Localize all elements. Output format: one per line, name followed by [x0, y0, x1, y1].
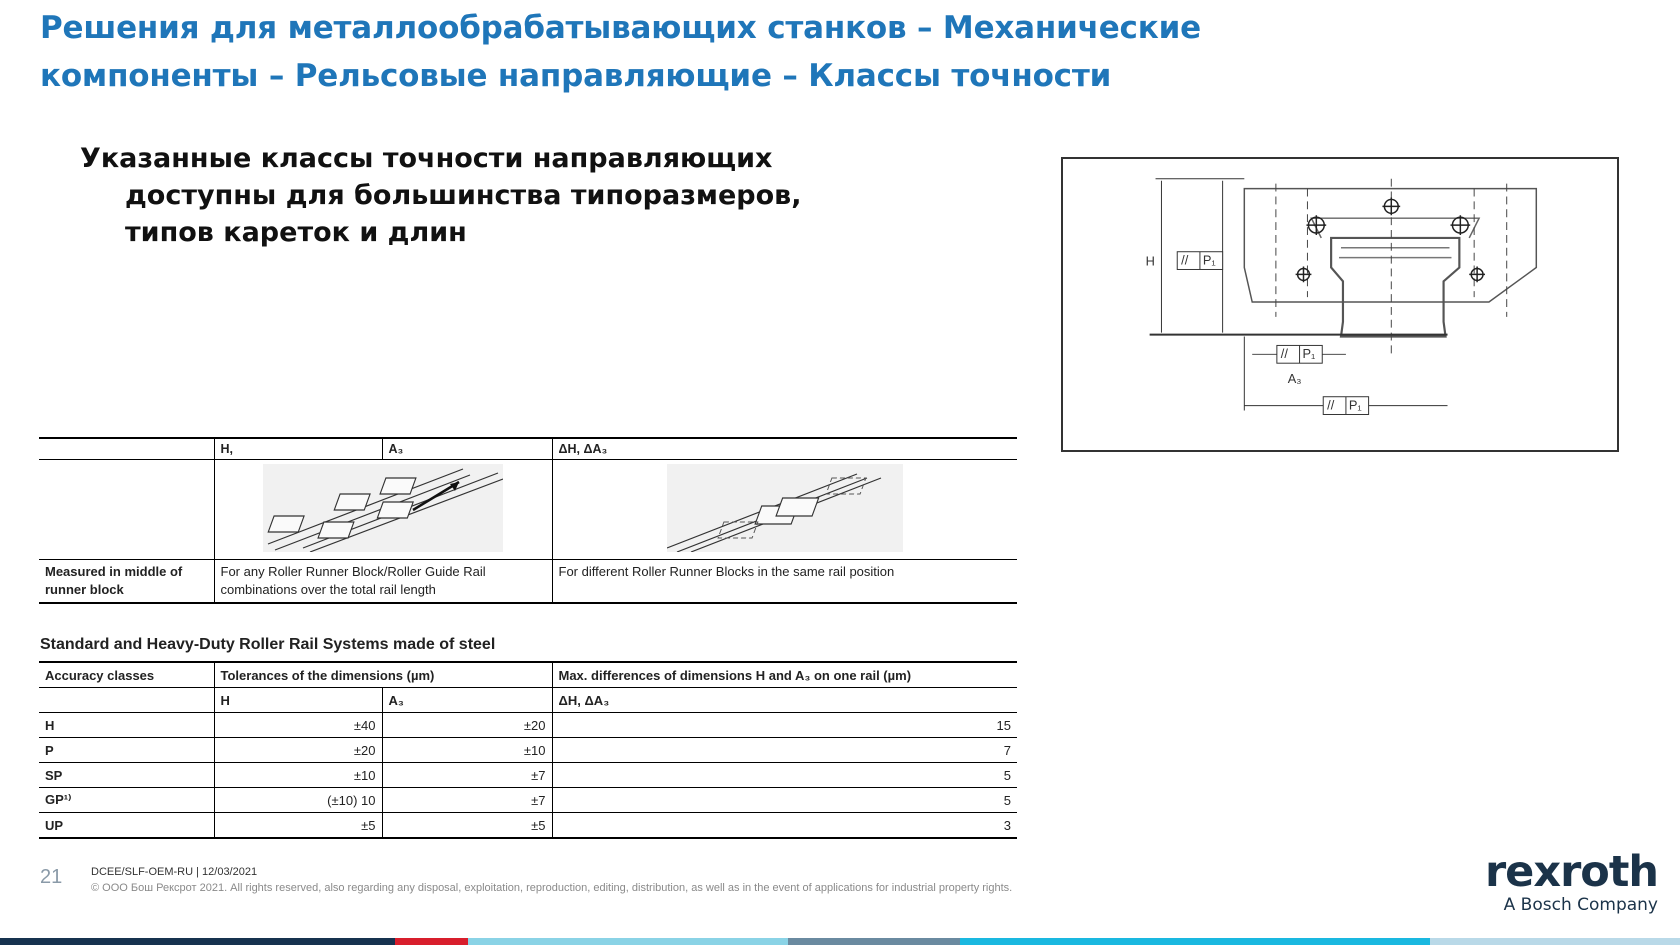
stripe-segment-gray-blue — [788, 938, 960, 945]
stripe-segment-pale — [1430, 938, 1680, 945]
delta-cell: 15 — [552, 713, 1017, 738]
a3-tolerance-cell: ±7 — [382, 788, 552, 813]
guide-rail-profile — [1331, 238, 1459, 337]
measurement-table — [39, 437, 1017, 604]
delta-cell: 7 — [552, 738, 1017, 763]
a3-tolerance-cell: ±5 — [382, 813, 552, 839]
a3-column-header: A₃ — [382, 688, 552, 713]
delta-cell: 3 — [552, 813, 1017, 839]
page-title-line1: Решения для металлообрабатывающих станков – Механические — [40, 10, 1201, 46]
rail-cross-section-diagram — [1061, 157, 1619, 452]
measurement-header-a3: A₃ — [382, 438, 552, 460]
h-label: H — [1145, 253, 1155, 269]
h-tolerance-cell: ±40 — [214, 713, 382, 738]
measurement-header-delta: ΔH, ΔA₃ — [552, 438, 1017, 460]
measurement-desc-row — [39, 560, 1017, 604]
a3-tolerance-cell: ±7 — [382, 763, 552, 788]
illustration-empty-cell — [39, 460, 214, 560]
stripe-segment-navy — [0, 938, 395, 945]
same-position-illustration — [552, 460, 1017, 560]
measurement-illustration-row — [39, 460, 1017, 560]
stripe-segment-red — [395, 938, 468, 945]
tolerance-header-row-2 — [39, 688, 1017, 713]
accuracy-class-cell: P — [39, 738, 214, 763]
measurement-header-empty — [39, 438, 214, 460]
intro-text: Указанные классы точности направляющих доступны для большинства типоразмеров, типов кареток и длин — [80, 143, 802, 248]
tolerance-table-caption: Standard and Heavy-Duty Roller Rail Systems made of steel — [40, 636, 496, 653]
table-row — [39, 788, 1017, 813]
parallel-symbol-a3: // — [1280, 346, 1288, 362]
accuracy-class-cell: SP — [39, 763, 214, 788]
rexroth-logo — [1478, 847, 1658, 916]
tolerance-table — [39, 661, 1017, 839]
a3-label: A₃ — [1287, 370, 1302, 386]
table-row — [39, 738, 1017, 763]
parallel-symbol-width: // — [1327, 397, 1335, 413]
stripe-segment-cyan — [960, 938, 1430, 945]
h-column-header: H — [214, 688, 382, 713]
page-title — [40, 4, 1240, 100]
rail-groove-lines — [1339, 248, 1451, 258]
two-rails-drawing — [263, 464, 503, 552]
same-position-desc: For different Roller Runner Blocks in the same rail position — [552, 560, 1017, 604]
p1-label-a3: P₁ — [1302, 346, 1316, 362]
a3-tolerance-cell: ±20 — [382, 713, 552, 738]
p1-label-width: P₁ — [1348, 397, 1362, 413]
delta-cell: 5 — [552, 788, 1017, 813]
table-row — [39, 813, 1017, 839]
page-title-line2: компоненты – Рельсовые направляющие – Классы точности — [40, 58, 1112, 94]
document-code: DCEE/SLF-OEM-RU | 12/03/2021 — [91, 866, 258, 878]
accuracy-class-cell: UP — [39, 813, 214, 839]
copyright-notice: © ООО Бош Рексрот 2021. All rights reserved, also regarding any disposal, exploitation, reproduction, editing, distribution, as well as in the event of applications for industrial property rights. — [91, 882, 1013, 894]
h-tolerance-cell: ±20 — [214, 738, 382, 763]
accuracy-class-cell: GP¹⁾ — [39, 788, 214, 813]
tolerance-header-row-1 — [39, 662, 1017, 688]
measurement-header-h: H, — [214, 438, 382, 460]
logo-wordmark: rexroth — [1484, 847, 1658, 897]
logo-tagline: A Bosch Company — [1503, 895, 1658, 915]
single-rail-drawing — [667, 464, 903, 552]
tolerances-header: Tolerances of the dimensions (µm) — [214, 662, 552, 688]
h-tolerance-cell: ±10 — [214, 763, 382, 788]
delta-cell: 5 — [552, 763, 1017, 788]
rail-combination-desc: For any Roller Runner Block/Roller Guide Rail combinations over the total rail length — [214, 560, 552, 604]
table-row — [39, 713, 1017, 738]
stripe-segment-light-blue — [468, 938, 788, 945]
delta-column-header: ΔH, ΔA₃ — [552, 688, 1017, 713]
measurement-header-row — [39, 438, 1017, 460]
rail-combination-illustration — [214, 460, 552, 560]
max-differences-header: Max. differences of dimensions H and A₃ on one rail (µm) — [552, 662, 1017, 688]
rail-profile-drawing — [1063, 159, 1617, 450]
footer-color-stripe — [0, 938, 1680, 945]
a3-tolerance-cell: ±10 — [382, 738, 552, 763]
accuracy-classes-header: Accuracy classes — [39, 662, 214, 688]
accuracy-class-cell: H — [39, 713, 214, 738]
measured-in-middle-label: Measured in middle of runner block — [39, 560, 214, 604]
table-row — [39, 763, 1017, 788]
runner-block-outline — [1244, 189, 1536, 302]
header2-empty-cell — [39, 688, 214, 713]
h-tolerance-cell: (±10) 10 — [214, 788, 382, 813]
h-tolerance-cell: ±5 — [214, 813, 382, 839]
page-number: 21 — [40, 866, 63, 888]
parallel-symbol: // — [1181, 252, 1189, 268]
p1-label: P₁ — [1202, 252, 1216, 268]
